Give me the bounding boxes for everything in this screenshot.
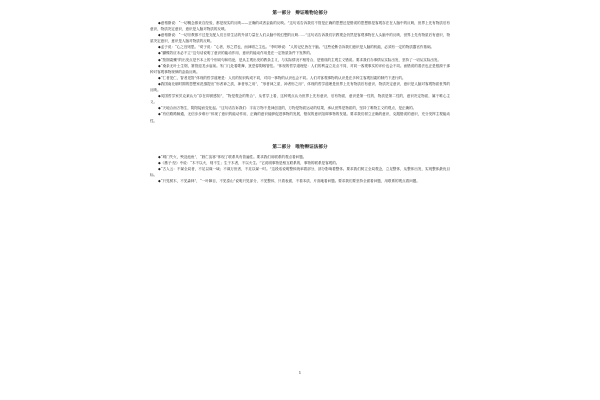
paragraph: ◆我国南北朝时期的思想家范缜提出“形者神之质，神者形之用”，“形者神之质，神者形之用”，体现的哲学道理是世界上先有物质后有意识，物质决定意识，意识是人脑对客观物质世界的反映。 — [150, 81, 450, 93]
paragraph: ◆英国哲学家贝克莱认为“存在即被感知”，“物是观念的集合”，从哲学上看，这种观点认为世界上先有意识，后有物质，意识是第一性的，物质是第二性的，意识决定物质，属于唯心主义。 — [150, 94, 450, 105]
paragraph: ◆《墨子·经》中说：“木不以火，则不生；生于木者，不以火生。”它说明事物是相互联系的，事物的联系是客观的。 — [158, 160, 340, 165]
paragraph: ◆意格斯说：“一切概念都来自经验，都是现实的反映——正确的或者歪曲的反映。”这句话告诉我们不管是正确的思想还是错误的思想都是客观存在在人脑中的反映，世界上先有物质后有意识，物质决定意识，意识是人脑对物质的反映。 — [150, 21, 450, 32]
page-number: 1 — [298, 370, 302, 375]
paragraph: ◆“城门失火，殃及池鱼”，“唇亡齿寒”体现了联系具有普遍性。要求我们用联系的观点看问题。 — [158, 154, 307, 159]
paragraph: ◆“有信路路畅通，无信步步难行”体现了意识的能动作用，正确的意识能够促进事物的发展，错误的意识阻碍事物的发展。要求我们树立正确的意识，克服错误的意识，充分发挥主观能动性。 — [150, 112, 450, 123]
paragraph: ◆“古人云：不谋全局者，不足以谋一域；不谋万世者，不足以谋一时。”这段话说明整体统率着部分，部分影响着整体。要求我们树立全局观念，立足整体，从整体出发，实现整体最优目标。 — [150, 166, 450, 177]
paragraph: ◆“桑条无叶土生烟，箫管迎龙水庙前。朱门几处看歌舞，犹恐春阴咽管弦。”体现的哲学道理是：人们的利益立足点不同，对同一客观事实的评价也会不同。而错误的看法也正是根源于那种对客观事物规律的歪曲反映。 — [150, 63, 450, 74]
part2-title: 第二部分 唯物辩证法部分 — [272, 144, 328, 150]
paragraph: ◆“天地合而万物生，阴阳接而变化起。”这句话告诉我们：宇宙万物不是神创造的，万物是物质运动的结果，承认世界是物质的，坚持了唯物主义的观点，是正确的。 — [158, 106, 417, 111]
paragraph: ◆“蝴蝶效应未必不立”这句话说明了意识的能动作用，意识的能动作用是在一定物质条件下发挥的。 — [158, 51, 314, 56]
document-page — [150, 8, 450, 396]
section-gap — [150, 124, 450, 142]
paragraph: ◆“按图索骥”的出发点是书本上的个别词句和结论，是从主观出发的教条主义，与实际情况不相符合，是错误的主观主义错误。要求我们办事情从实际出发，坚持了一切从实际出发。 — [158, 57, 442, 62]
paragraph: ◆“仁者见仁，智者见智”体现的哲学道理是：人们的知识构成不同，对同一事物的认识也会不同。人们对客观事物的认识是在多种主客观因素的制约下进行的。 — [158, 75, 406, 80]
paragraph: ◆意格斯说：“一切宗教都不过是支配人们日常生活的外部力量在人们头脑中的幻想的反映……”这句话告诉我们宗教观念仍然是客观事物在人头脑中的反映，世界上先有物质后有意识，物质决定意识，意识是人脑对物质的反映。 — [150, 33, 450, 44]
paragraph: ◆“只见树木，不见森林”，“一叶障目，不见泰山”说明只见部分，不见整体，只看表面，不看本质，片面地看问题。要求我们要坚持全面看问题，用联系的观点看问题。 — [158, 178, 420, 183]
part1-title: 第一部分 辩证唯物论部分 — [272, 11, 328, 16]
paragraph: ◆孟子说：“心之官则思。”荀子说：“心者，形之君也，而神明之主也。”李时珍说：“人的记忆皆在于脑。”这些论断告诉我们意识是人脑的机能，必须有一定的物质器官作基础。 — [158, 45, 435, 50]
